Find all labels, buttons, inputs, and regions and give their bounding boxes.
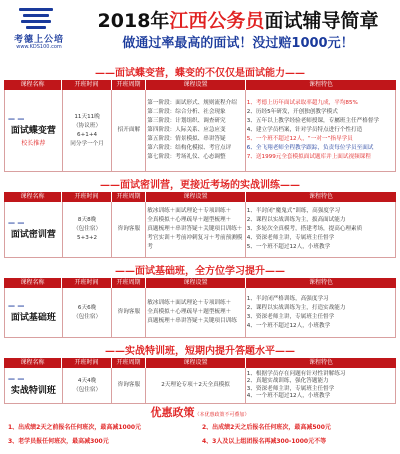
title-suffix: 面试辅导简章 <box>264 10 379 32</box>
policy-row <box>8 422 396 431</box>
period-cell: 咨询客服 <box>112 202 146 257</box>
table-row <box>4 288 396 338</box>
table-row <box>4 368 396 404</box>
period-cell: 咨询客服 <box>112 288 146 337</box>
page-subtitle: 做通过率最高的面试！没过赔1000元！ <box>122 36 354 51</box>
policy-item: 3、老学员报任何班次，最高减300元 <box>8 438 109 445</box>
table-row <box>4 202 396 258</box>
policy-title: 优惠政策（本优惠政策不可叠加） <box>150 406 250 419</box>
course-name: 面试密训营 <box>10 230 56 240</box>
col-header: 课程设置 <box>146 80 246 90</box>
policy-note: （本优惠政策不可叠加） <box>194 412 250 418</box>
course-cell: 2天理论专项＋2天全真模拟 <box>146 368 245 403</box>
title-prefix: 2018年 <box>97 10 170 32</box>
section-banner: ——面试密训营，更接近考场的实战训练—— <box>100 180 300 191</box>
policy-item: 1、出成绩2天之前报名任何班次，最高减1000元 <box>8 424 142 431</box>
logo-name: 考德上公培 <box>13 35 64 45</box>
time-cell: 11天11晚 （协议班） 6+1+4 同分学一个月 <box>63 90 113 171</box>
course-name: 实战特训班 <box>10 386 56 396</box>
course-cell: 敏冰训练＋面试理论＋专项训练＋ 全真模拟＋心理疏导＋题型梳理＋ 真题梳理＋串讲答疑＋关键项目训练 <box>146 288 245 337</box>
table-header: 课程名称 开班时间 开班周期 课程设置 课程特色 <box>4 192 396 202</box>
policy-item: 4、3人及以上组团报名再减300-1000元不等 <box>202 438 327 445</box>
header <box>0 0 400 58</box>
logo-icon <box>19 6 53 30</box>
col-header: 开班周期 <box>112 80 146 90</box>
col-header: 开班时间 <box>62 80 112 90</box>
logo <box>4 6 74 52</box>
course-name-cell: — — 面试密训营 <box>5 202 63 257</box>
feature-cell: 1、半封闭“魔鬼式”训练，高强度学习 2、课程以实战训练为主，拔高面试能力 3、多轮次全真模考，搭建考场，提高心理素质 4、资深老师主讲，专属班主任督学 5、一个班不超过12人，小班教学 <box>246 208 363 250</box>
section-banner: ——实战特训班，短期内提升答题水平—— <box>105 346 295 357</box>
table-row <box>4 90 396 172</box>
policy-item: 2、出成绩2天之后报名任何班次，最高减500元 <box>202 424 331 431</box>
time-cell: 6天6晚 （包住宿） <box>63 288 113 337</box>
logo-url: www.KDS100.com <box>16 44 62 50</box>
section-banner: ——面试基础班，全方位学习提升—— <box>115 266 285 277</box>
course-cell: 第一阶段：面试形式、规则流程介绍 第二阶段：综合分析、社会现象 第三阶段：计划组织、调查研究 第四阶段：人际关系、应急应变 第五阶段：情景模拟、串讲答疑 第六阶段：结构化模拟、考官点评 第七阶段：考场礼仪、心态调整 <box>146 90 245 171</box>
page-title <box>78 6 398 33</box>
period-cell: 招开面解 <box>112 90 146 171</box>
table-header: 课程名称 开班时间 开班周期 课程设置 课程特色 <box>4 358 396 368</box>
col-header: 课程特色 <box>308 81 333 88</box>
course-tag: 校长推荐 <box>21 139 46 147</box>
table-header: 课程名称 开班时间 开班周期 课程设置 课程特色 <box>4 278 396 288</box>
time-cell: 8天8晚 （包住宿） 5+3+2 <box>63 202 113 257</box>
table-header <box>4 80 396 90</box>
course-name: 面试蝶变营 <box>10 125 56 136</box>
period-cell: 咨询客服 <box>112 368 146 403</box>
course-name-cell: — — 面试基础班 <box>5 288 63 337</box>
col-header: 课程名称 <box>4 80 62 90</box>
course-cell: 敏冰训练＋面试理论＋专项训练＋ 全真模拟＋心理疏导＋题型梳理＋ 真题梳理＋串讲答疑＋关键项目训练＋ 考官实训＋考前冲刺复习＋考前预测模考 <box>146 202 245 257</box>
time-cell: 4天4晚 （包住宿） <box>63 368 113 403</box>
policy-row <box>8 436 396 445</box>
course-name-cell: — — 实战特训班 <box>5 368 63 403</box>
title-highlight: 江西公务员 <box>169 10 265 32</box>
course-name-cell: — — 面试蝶变营 校长推荐 <box>5 90 63 171</box>
feature-cell: 1、考德上历年面试录取率超九成，平均85% 2、历经5年研发，开创独创教学模式 3、五年以上教学经验老师授课，专屬班主任严格督学 4、建立学员档案，针对学员特点进行个性打造 5、一个班不超过12人，“一对一”指导学员 6、全飞翔老师全程教学跟踪，负责每位学员至面试 7、送1999元全套模拟面试题库并上面试视频课程 <box>246 100 379 160</box>
feature-cell: 1、半封闭严格训练，高强度学习 2、课程以实战训练为主，打造实战能力 3、资深老师主讲，专属班主任督学 4、一个班不超过12人，小班教学 <box>246 295 346 329</box>
feature-cell: 1、根据学员存在问题有针对性讲解练习 2、真题实战训练，强化答题能力 3、资深老师主讲，专属班主任督学 4、一个班不超过12人，小班教学 <box>246 370 346 399</box>
section-banner: ——面试蝶变营，蝶变的不仅仅是面试能力—— <box>95 68 305 79</box>
course-name: 面试基础班 <box>10 313 56 323</box>
